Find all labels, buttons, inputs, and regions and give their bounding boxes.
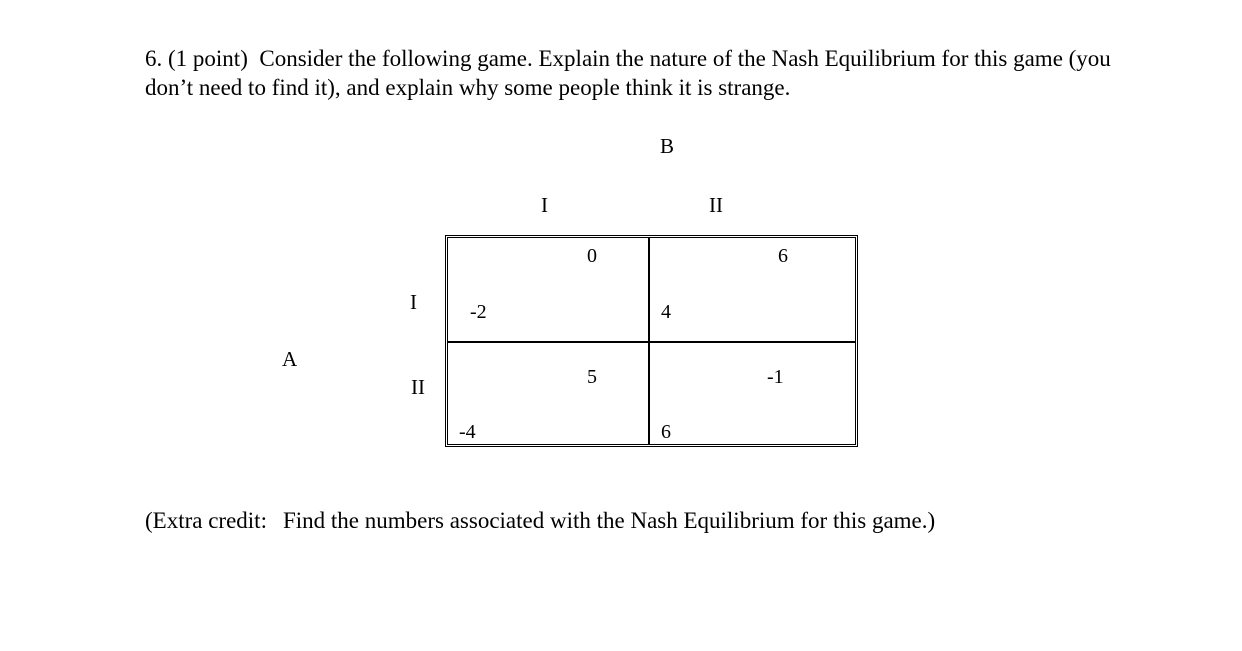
row-strategy-1: I	[410, 290, 417, 314]
question-body: Consider the following game. Explain the nature of the Nash Equilibrium for this game (you don’t need to find it), and explain why some people think it is strange.	[145, 46, 1111, 100]
extra-credit-label: (Extra credit:	[145, 508, 267, 533]
matrix-row-divider	[448, 341, 855, 343]
payoff-r1c1-a: -2	[470, 301, 487, 323]
row-strategy-2: II	[411, 375, 425, 399]
question-text	[145, 44, 1125, 102]
column-strategy-2: II	[709, 193, 723, 217]
extra-credit-body: Find the numbers associated with the Nash Equilibrium for this game.)	[282, 508, 936, 533]
row-player-label: A	[282, 347, 298, 371]
payoff-r2c1-b: 5	[587, 366, 597, 388]
payoff-r2c2-b: -1	[767, 366, 784, 388]
question-points: (1 point)	[168, 46, 248, 71]
payoff-r2c2-a: 6	[661, 421, 671, 443]
payoff-r1c2-b: 6	[778, 245, 788, 267]
column-player-label: B	[660, 134, 675, 158]
column-strategy-1: I	[541, 193, 548, 217]
payoff-r1c2-a: 4	[661, 301, 671, 323]
extra-credit-text	[145, 507, 935, 535]
payoff-r1c1-b: 0	[587, 245, 597, 267]
payoff-r2c1-a: -4	[459, 421, 476, 443]
question-number: 6.	[145, 46, 163, 71]
